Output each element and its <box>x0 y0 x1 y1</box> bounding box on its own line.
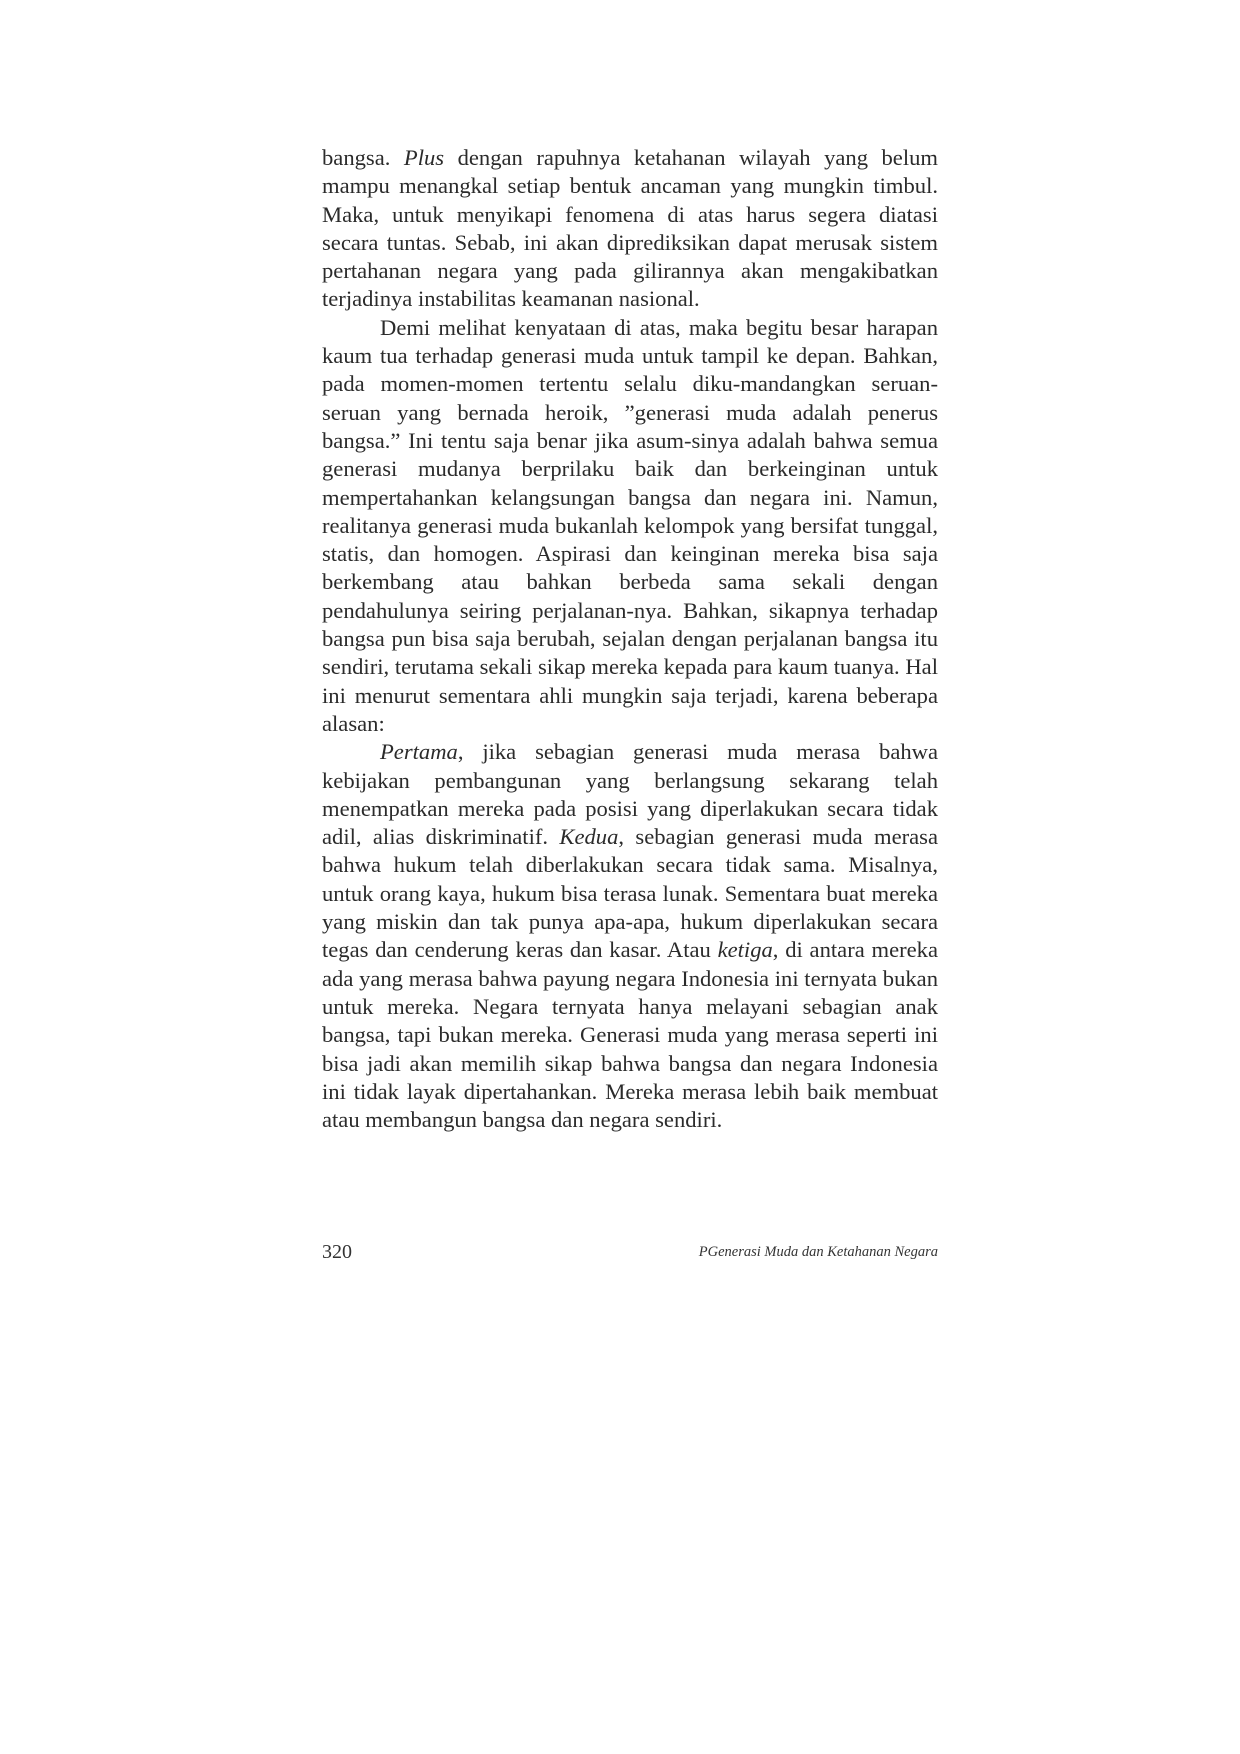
page-number: 320 <box>322 1241 352 1263</box>
paragraph <box>322 314 938 738</box>
paragraph <box>322 738 938 1134</box>
text-segment: dengan rapuhnya ketahanan wilayah yang belum mampu menangkal setiap bentuk ancaman yang mungkin timbul. Maka, untuk menyikapi fenomena di atas harus segera diatasi secara tuntas. Sebab, ini akan diprediksikan dapat merusak sistem pertahanan negara yang pada gilirannya akan mengakibatkan terjadinya instabilitas keamanan nasional. <box>322 145 938 312</box>
text-segment: , di antara mereka ada yang merasa bahwa payung negara Indonesia ini ternyata bukan untuk mereka. Negara ternyata hanya melayani sebagian anak bangsa, tapi bukan mereka. Generasi muda yang merasa seperti ini bisa jadi akan memilih sikap bahwa bangsa dan negara Indonesia ini tidak layak dipertahankan. Mereka merasa lebih baik membuat atau membangun bangsa dan negara sendiri. <box>322 937 938 1133</box>
italic-text-segment: ketiga <box>717 937 773 963</box>
body-text <box>322 144 938 1134</box>
page-footer <box>322 1240 938 1270</box>
italic-text-segment: Kedua <box>559 824 619 850</box>
text-segment: bangsa. <box>322 145 404 170</box>
running-title: PGenerasi Muda dan Ketahanan Negara <box>698 1244 938 1260</box>
italic-text-segment: Pertama <box>380 739 458 765</box>
paragraph <box>322 144 938 314</box>
text-segment: Demi melihat kenyataan di atas, maka begitu besar harapan kaum tua terhadap generasi muda untuk tampil ke depan. Bahkan, pada momen-momen tertentu selalu diku-mandangkan seruan-seruan yang bernada heroik, ”generasi muda adalah penerus bangsa.” Ini tentu saja benar jika asum-sinya adalah bahwa semua generasi mudanya berprilaku baik dan berkeinginan untuk mempertahankan kelangsungan bangsa dan negara ini. Namun, realitanya generasi muda bukanlah kelompok yang bersifat tunggal, statis, dan homogen. Aspirasi dan keinginan mereka bisa saja berkembang atau bahkan berbeda sama sekali dengan pendahulunya seiring perjalanan-nya. Bahkan, sikapnya terhadap bangsa pun bisa saja berubah, sejalan dengan perjalanan bangsa itu sendiri, terutama sekali sikap mereka kepada para kaum tuanya. Hal ini menurut sementara ahli mungkin saja terjadi, karena beberapa alasan: <box>322 314 938 736</box>
text-segment: , sebagian generasi muda merasa bahwa hukum telah diberlakukan secara tidak sama. Misalnya, untuk orang kaya, hukum bisa terasa lunak. Sementara buat mereka yang miskin dan tak punya apa-apa, hukum diperlakukan secara tegas dan cenderung keras dan kasar. Atau <box>322 824 939 963</box>
italic-text-segment: Plus <box>403 145 445 170</box>
text-segment: , jika sebagian generasi muda merasa bahwa kebijakan pembangunan yang berlangsung sekarang telah menempatkan mereka pada posisi yang diperlakukan secara tidak adil, alias diskriminatif. <box>322 739 938 850</box>
